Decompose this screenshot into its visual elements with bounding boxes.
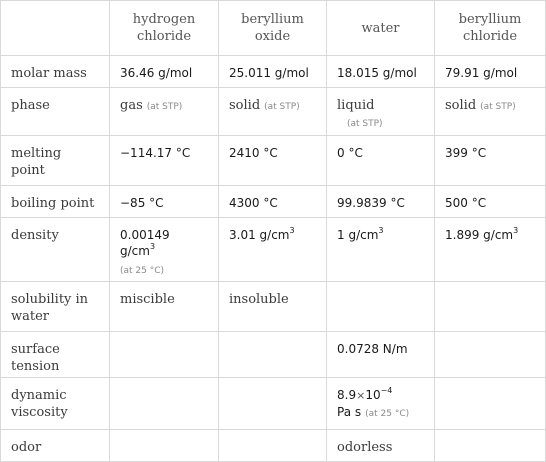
value: 1.899 g/cm xyxy=(445,228,514,242)
row-label: molar mass xyxy=(1,56,110,88)
column-header-beryllium-chloride: beryllium chloride xyxy=(435,1,546,56)
exponent: 3 xyxy=(513,226,519,235)
row-surface-tension xyxy=(1,332,546,378)
cell xyxy=(435,88,546,136)
base: 10 xyxy=(365,388,381,402)
cell: odorless xyxy=(327,430,435,462)
row-label: density xyxy=(1,218,110,282)
cell: 399 °C xyxy=(435,136,546,186)
value: solid xyxy=(445,98,477,113)
cell xyxy=(110,430,219,462)
cell: 18.015 g/mol xyxy=(327,56,435,88)
cell xyxy=(435,332,546,378)
cell xyxy=(219,332,327,378)
times-sign: × xyxy=(356,389,366,402)
cell xyxy=(110,218,219,282)
corner-cell xyxy=(1,1,110,56)
cell: 0.0728 N/m xyxy=(327,332,435,378)
row-melting-point xyxy=(1,136,546,186)
row-phase xyxy=(1,88,546,136)
column-header-water: water xyxy=(327,1,435,56)
cell xyxy=(435,282,546,332)
cell: 0 °C xyxy=(327,136,435,186)
value: 3.01 g/cm xyxy=(229,228,290,242)
cell xyxy=(110,378,219,430)
cell: 99.9839 °C xyxy=(327,186,435,218)
cell: −85 °C xyxy=(110,186,219,218)
value: solid xyxy=(229,98,261,113)
cell xyxy=(327,282,435,332)
value: 0.00149 g/cm xyxy=(120,228,170,258)
cell xyxy=(219,218,327,282)
row-label: boiling point xyxy=(1,186,110,218)
row-odor xyxy=(1,430,546,462)
cell: 25.011 g/mol xyxy=(219,56,327,88)
row-label: odor xyxy=(1,430,110,462)
cell: 4300 °C xyxy=(219,186,327,218)
row-label: phase xyxy=(1,88,110,136)
condition-note: (at STP) xyxy=(480,102,516,112)
cell xyxy=(435,218,546,282)
value: 1 g/cm xyxy=(337,228,379,242)
cell xyxy=(327,378,435,430)
value: gas xyxy=(120,98,143,113)
exponent: −4 xyxy=(380,386,393,395)
row-label: melting point xyxy=(1,136,110,186)
cell xyxy=(435,430,546,462)
condition-note: (at STP) xyxy=(146,102,183,112)
row-label: surface tension xyxy=(1,332,110,378)
cell: 2410 °C xyxy=(219,136,327,186)
cell: 79.91 g/mol xyxy=(435,56,546,88)
row-boiling-point xyxy=(1,186,546,218)
unit: Pa s xyxy=(337,405,362,419)
header-row xyxy=(1,1,546,56)
cell xyxy=(327,88,435,136)
cell xyxy=(110,88,219,136)
cell xyxy=(219,430,327,462)
exponent: 3 xyxy=(378,226,384,235)
row-molar-mass xyxy=(1,56,546,88)
cell xyxy=(327,218,435,282)
exponent: 3 xyxy=(289,226,295,235)
cell xyxy=(110,332,219,378)
condition-note: (at STP) xyxy=(264,102,300,112)
cell xyxy=(219,378,327,430)
row-density xyxy=(1,218,546,282)
cell: miscible xyxy=(110,282,219,332)
value: liquid xyxy=(337,98,375,113)
condition-note: (at 25 °C) xyxy=(365,409,410,419)
row-solubility xyxy=(1,282,546,332)
cell: 500 °C xyxy=(435,186,546,218)
condition-note: (at 25 °C) xyxy=(120,266,165,276)
cell: −114.17 °C xyxy=(110,136,219,186)
cell xyxy=(219,88,327,136)
row-label: solubility in water xyxy=(1,282,110,332)
row-label: dynamic viscosity xyxy=(1,378,110,430)
row-dynamic-viscosity xyxy=(1,378,546,430)
column-header-hydrogen-chloride: hydrogen chloride xyxy=(110,1,219,56)
column-header-beryllium-oxide: beryllium oxide xyxy=(219,1,327,56)
condition-note: (at STP) xyxy=(347,119,383,129)
cell: insoluble xyxy=(219,282,327,332)
cell xyxy=(435,378,546,430)
mantissa: 8.9 xyxy=(337,388,357,402)
exponent: 3 xyxy=(149,242,156,251)
cell: 36.46 g/mol xyxy=(110,56,219,88)
